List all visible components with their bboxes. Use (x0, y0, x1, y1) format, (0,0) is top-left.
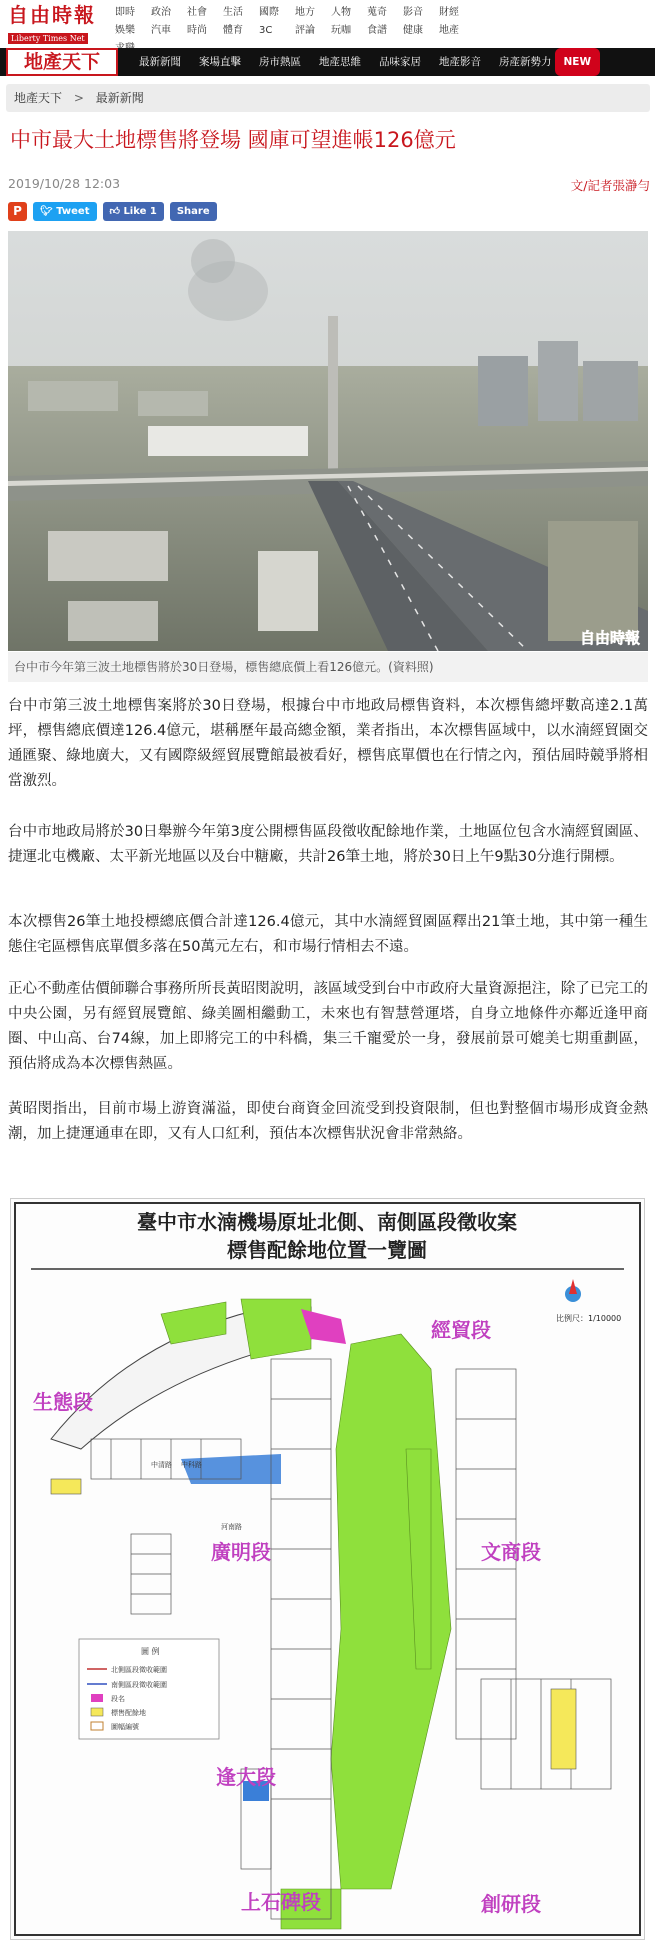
legend-item: 北側區段徵收範圍 (111, 1666, 167, 1674)
top-nav-item[interactable]: 汽車 (151, 25, 171, 36)
section-menu-item[interactable] (370, 48, 430, 76)
road-label: 中清路 (151, 1461, 172, 1469)
green-parcels (161, 1299, 451, 1929)
section-menu-label: 地產影音 (439, 56, 481, 68)
svg-text:自由時報: 自由時報 (579, 629, 640, 647)
section-menu-label: 案場直擊 (199, 56, 241, 68)
top-nav-item[interactable]: 生活 (223, 7, 243, 18)
article-paragraph: 黃昭閔指出，目前市場上游資滿溢，即使台商資金回流受到投資限制，但也對整個市場形成資金熱潮，加上捷運通車在即，又有人口紅利，預估本次標售狀況會非常熱絡。 (8, 1101, 648, 1142)
logo-text: 自由時報 (8, 3, 96, 27)
logo-subtitle: Liberty Times Net (8, 33, 88, 44)
article-title: 中市最大土地標售將登場 國庫可望進帳126億元 (10, 128, 456, 152)
legend-item: 標售配餘地 (111, 1709, 146, 1717)
land-sale-map (10, 1198, 645, 1940)
top-nav-item[interactable]: 時尚 (187, 25, 207, 36)
facebook-share-button[interactable]: Share (170, 202, 217, 221)
top-nav-item[interactable]: 政治 (151, 7, 171, 18)
top-nav-item[interactable]: 影音 (403, 7, 423, 18)
article-author: 文/記者張瀞勻 (570, 178, 650, 193)
compass-icon (565, 1279, 581, 1302)
map-title-line2: 標售配餘地位置一覽圖 (227, 1238, 427, 1262)
article-meta (8, 176, 650, 191)
site-header (0, 0, 655, 48)
top-nav-item[interactable]: 健康 (403, 25, 423, 36)
section-menu-label: 地產思維 (319, 56, 361, 68)
zone-label: 經貿段 (431, 1318, 491, 1342)
top-nav-item[interactable]: 國際 (259, 7, 279, 18)
top-nav-item[interactable]: 蒐奇 (367, 7, 387, 18)
tweet-label: Tweet (56, 205, 90, 217)
top-nav-item[interactable]: 3C (259, 25, 273, 36)
social-share-bar (8, 201, 217, 221)
new-badge: NEW (555, 48, 601, 76)
map-title-line1: 臺中市水湳機場原址北側、南側區段徵收案 (137, 1210, 517, 1234)
photo-watermark (580, 629, 640, 647)
article-photo (8, 231, 648, 651)
top-nav-item[interactable]: 財經 (439, 7, 459, 18)
top-nav-item[interactable]: 食譜 (367, 25, 387, 36)
section-menu-label: 房產新勢力 (499, 56, 552, 68)
section-menu-item[interactable] (310, 48, 370, 76)
land-map-figure (11, 1199, 644, 1939)
photo-caption: 台中市今年第三波土地標售將於30日登場，標售總底價上看126億元。(資料照) (8, 652, 648, 682)
site-logo[interactable] (8, 4, 112, 42)
section-menu-item[interactable] (250, 48, 310, 76)
legend-item: 圖幅編號 (111, 1723, 139, 1731)
breadcrumb (6, 84, 650, 112)
road-label: 河南路 (221, 1523, 242, 1531)
zone-label: 生態段 (33, 1390, 93, 1414)
aerial-highway-image (8, 231, 648, 651)
section-bar (0, 48, 655, 76)
top-nav-item[interactable]: 地產 (439, 25, 459, 36)
top-nav-item[interactable]: 社會 (187, 7, 207, 18)
top-nav-item[interactable]: 人物 (331, 7, 351, 18)
like-label: Like 1 (123, 205, 157, 217)
legend-title: 圖 例 (141, 1647, 160, 1656)
thumbs-up-icon: 👍︎ (109, 205, 124, 217)
section-menu-item[interactable] (430, 48, 490, 76)
breadcrumb-home[interactable]: 地產天下 (14, 91, 63, 105)
map-legend (79, 1639, 219, 1739)
twitter-bird-icon: 🐦︎ (40, 205, 57, 217)
zone-label: 文商段 (481, 1540, 541, 1564)
legend-item: 南側區段徵收範圍 (111, 1681, 167, 1689)
yellow-parcel (51, 1479, 81, 1494)
article-paragraph: 正心不動產估價師聯合事務所所長黃昭閔說明，該區域受到台中市政府大量資源挹注，除了已完工的中央公園，另有經貿展覽館、綠美圖相繼動工，未來也有智慧營運塔，自身立地條件亦鄰近逢甲商圈、中山高、台74線，加上即將完工的中科橋，集三千寵愛於一身，發展前景可媲美七期重劃區，預估將成為本次標售熱區。 (8, 981, 648, 1072)
map-scale: 比例尺：1/10000 (556, 1314, 622, 1323)
section-menu-item[interactable] (130, 48, 190, 76)
zone-label: 逢大段 (216, 1765, 276, 1789)
facebook-like-button[interactable] (103, 202, 164, 221)
section-menu-label: 最新新聞 (139, 56, 181, 68)
breadcrumb-current[interactable]: 最新新聞 (95, 91, 144, 105)
section-menu (130, 48, 609, 76)
tweet-button[interactable] (33, 202, 97, 221)
article-datetime: 2019/10/28 12:03 (8, 176, 121, 191)
road-label: 中科路 (181, 1461, 202, 1469)
top-nav-item[interactable]: 即時 (115, 7, 135, 18)
zone-label: 廣明段 (211, 1540, 271, 1564)
top-nav-item[interactable]: 評論 (295, 25, 315, 36)
blue-parcel (181, 1454, 281, 1484)
article-paragraph: 台中市第三波土地標售案將於30日登場，根據台中市地政局標售資料，本次標售總坪數高達2.1萬坪，標售總底價達126.4億元，堪稱歷年最高總金額，業者指出，本次標售區域中，以水湳經貿園交通匯聚、綠地廣大，又有國際級經貿展覽館最被看好，標售底單價也在行情之內，預估屆時競爭將相當激烈。 (8, 698, 648, 789)
section-menu-label: 品味家居 (379, 56, 421, 68)
article-paragraph: 本次標售26筆土地投標總底價合計達126.4億元，其中水湳經貿園區釋出21筆土地，其中第一種生態住宅區標售底單價多落在50萬元左右，和市場行情相去不遠。 (8, 914, 648, 955)
section-brand[interactable]: 地產天下 (6, 48, 118, 76)
top-nav-item[interactable]: 娛樂 (115, 25, 135, 36)
section-menu-label: 房市熱區 (259, 56, 301, 68)
yellow-parcel (551, 1689, 576, 1769)
zone-label: 上石碑段 (241, 1890, 321, 1914)
zone-label: 創研段 (481, 1892, 541, 1916)
section-menu-item[interactable] (490, 48, 609, 76)
top-nav-item[interactable]: 玩咖 (331, 25, 351, 36)
breadcrumb-separator: > (73, 91, 84, 105)
top-nav-item[interactable]: 體育 (223, 25, 243, 36)
article-paragraph: 台中市地政局將於30日舉辦今年第3度公開標售區段徵收配餘地作業，土地區位包含水湳經貿園區、捷運北屯機廠、太平新光地區以及台中糖廠，共計26筆土地，將於30日上午9點30分進行開標。 (8, 824, 648, 865)
section-menu-item[interactable] (190, 48, 250, 76)
plurk-share-button[interactable]: P (8, 202, 27, 221)
legend-item: 段名 (111, 1695, 125, 1703)
top-nav-item[interactable]: 地方 (295, 7, 315, 18)
